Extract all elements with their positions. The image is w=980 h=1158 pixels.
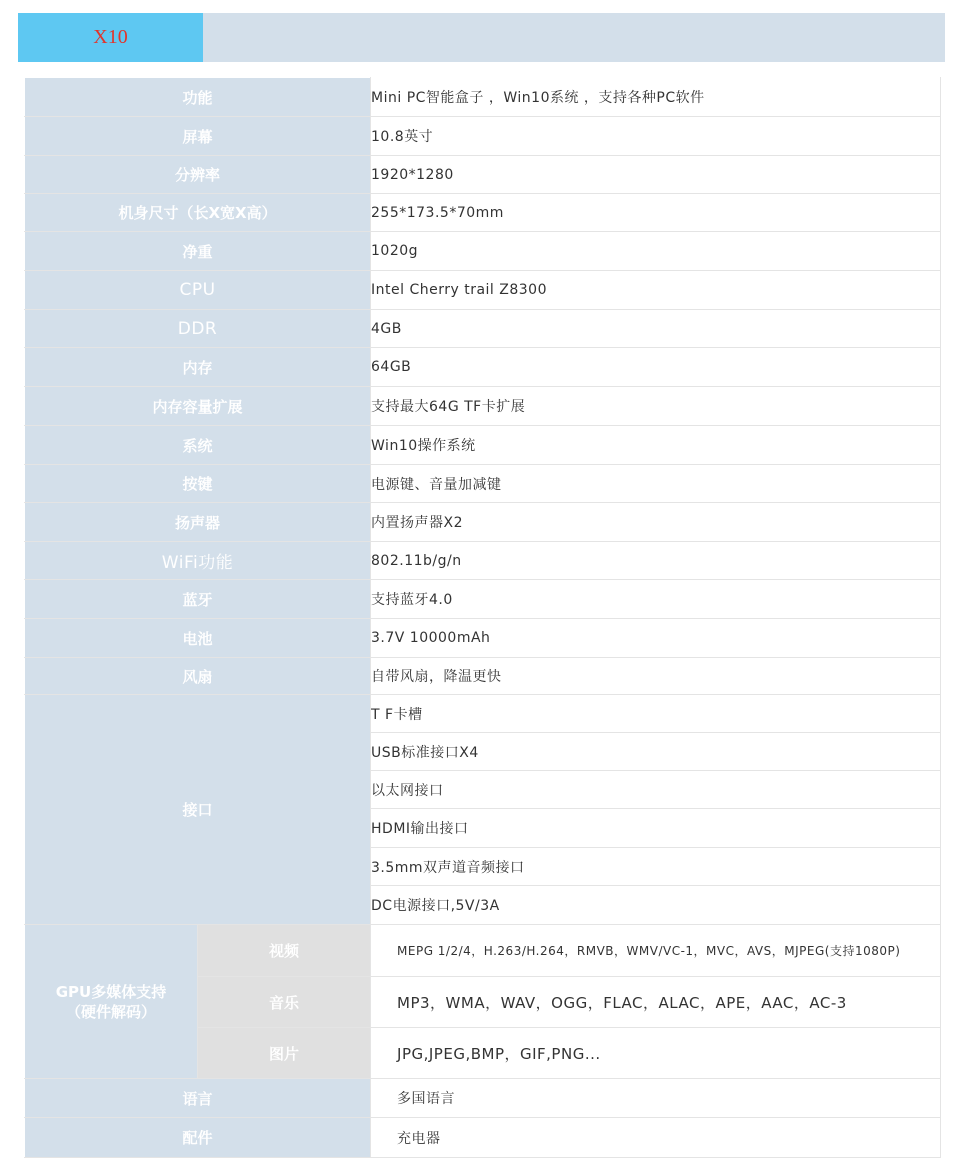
table-row [25,503,941,542]
table-row [25,387,941,426]
gpu-label [25,925,198,1079]
table-row [25,1118,941,1158]
table-row [25,658,941,695]
table-row [25,271,941,310]
spec-value: 4GB [371,310,941,348]
table-row [25,619,941,658]
spec-value: 10.8英寸 [371,117,941,156]
spec-value: 多国语言 [371,1079,941,1118]
spec-value: 64GB [371,348,941,387]
spec-label: 功能 [25,78,371,117]
spec-label: 净重 [25,232,371,271]
gpu-sub-value: MP3，WMA，WAV，OGG，FLAC，ALAC，APE，AAC，AC-3 [371,977,941,1028]
table-row [25,580,941,619]
table-row [25,465,941,503]
ports-label: 接口 [25,695,371,925]
port-item: HDMI输出接口 [371,809,941,848]
table-row [25,348,941,387]
table-row [25,310,941,348]
spec-value: Intel Cherry trail Z8300 [371,271,941,310]
gpu-sub-label: 音乐 [198,977,371,1028]
model-tab [18,13,203,62]
table-row [25,232,941,271]
table-row [25,542,941,580]
gpu-label-line1: GPU多媒体支持 [55,982,167,1001]
spec-label: 风扇 [25,658,371,695]
spec-value: 支持最大64G TF卡扩展 [371,387,941,426]
spec-value: 1920*1280 [371,156,941,194]
spec-label: 电池 [25,619,371,658]
table-row [25,156,941,194]
spec-label: 系统 [25,426,371,465]
port-item: USB标准接口X4 [371,733,941,771]
spec-label: CPU [25,271,371,310]
spec-label: DDR [25,310,371,348]
spec-label: 语言 [25,1079,371,1118]
gpu-sub-value: JPG,JPEG,BMP，GIF,PNG... [371,1028,941,1079]
model-header-bar [18,13,945,62]
spec-value: 内置扬声器X2 [371,503,941,542]
spec-value: 3.7V 10000mAh [371,619,941,658]
model-name: X10 [93,26,128,48]
spec-table [24,77,941,1158]
gpu-sub-value: MEPG 1/2/4，H.263/H.264，RMVB，WMV/VC-1，MVC，AVS，MJPEG(支持1080P) [371,925,941,977]
gpu-sub-label: 图片 [198,1028,371,1079]
spec-value: 1020g [371,232,941,271]
table-row [25,117,941,156]
spec-label: 按键 [25,465,371,503]
table-row [25,925,941,977]
table-row [25,426,941,465]
spec-value: Mini PC智能盒子 ，Win10系统 ，支持各种PC软件 [371,78,941,117]
spec-label: 屏幕 [25,117,371,156]
table-row [25,78,941,117]
spec-value: 255*173.5*70mm [371,194,941,232]
port-item: DC电源接口,5V/3A [371,886,941,925]
port-item: T F卡槽 [371,695,941,733]
spec-label: 蓝牙 [25,580,371,619]
spec-label: WiFi功能 [25,542,371,580]
gpu-label-line2: （硬件解码） [65,1002,156,1021]
spec-label: 扬声器 [25,503,371,542]
spec-value: 电源键、音量加减键 [371,465,941,503]
port-item: 以太网接口 [371,771,941,809]
spec-value: 充电器 [371,1118,941,1158]
table-row [25,1079,941,1118]
spec-value: 802.11b/g/n [371,542,941,580]
spec-value: 自带风扇，降温更快 [371,658,941,695]
table-row [25,695,941,733]
spec-label: 分辨率 [25,156,371,194]
port-item: 3.5mm双声道音频接口 [371,848,941,886]
spec-label: 机身尺寸（长X宽X高） [25,194,371,232]
spec-label: 内存 [25,348,371,387]
spec-label: 配件 [25,1118,371,1158]
table-row [25,194,941,232]
spec-value: 支持蓝牙4.0 [371,580,941,619]
spec-value: Win10操作系统 [371,426,941,465]
spec-label: 内存容量扩展 [25,387,371,426]
gpu-sub-label: 视频 [198,925,371,977]
